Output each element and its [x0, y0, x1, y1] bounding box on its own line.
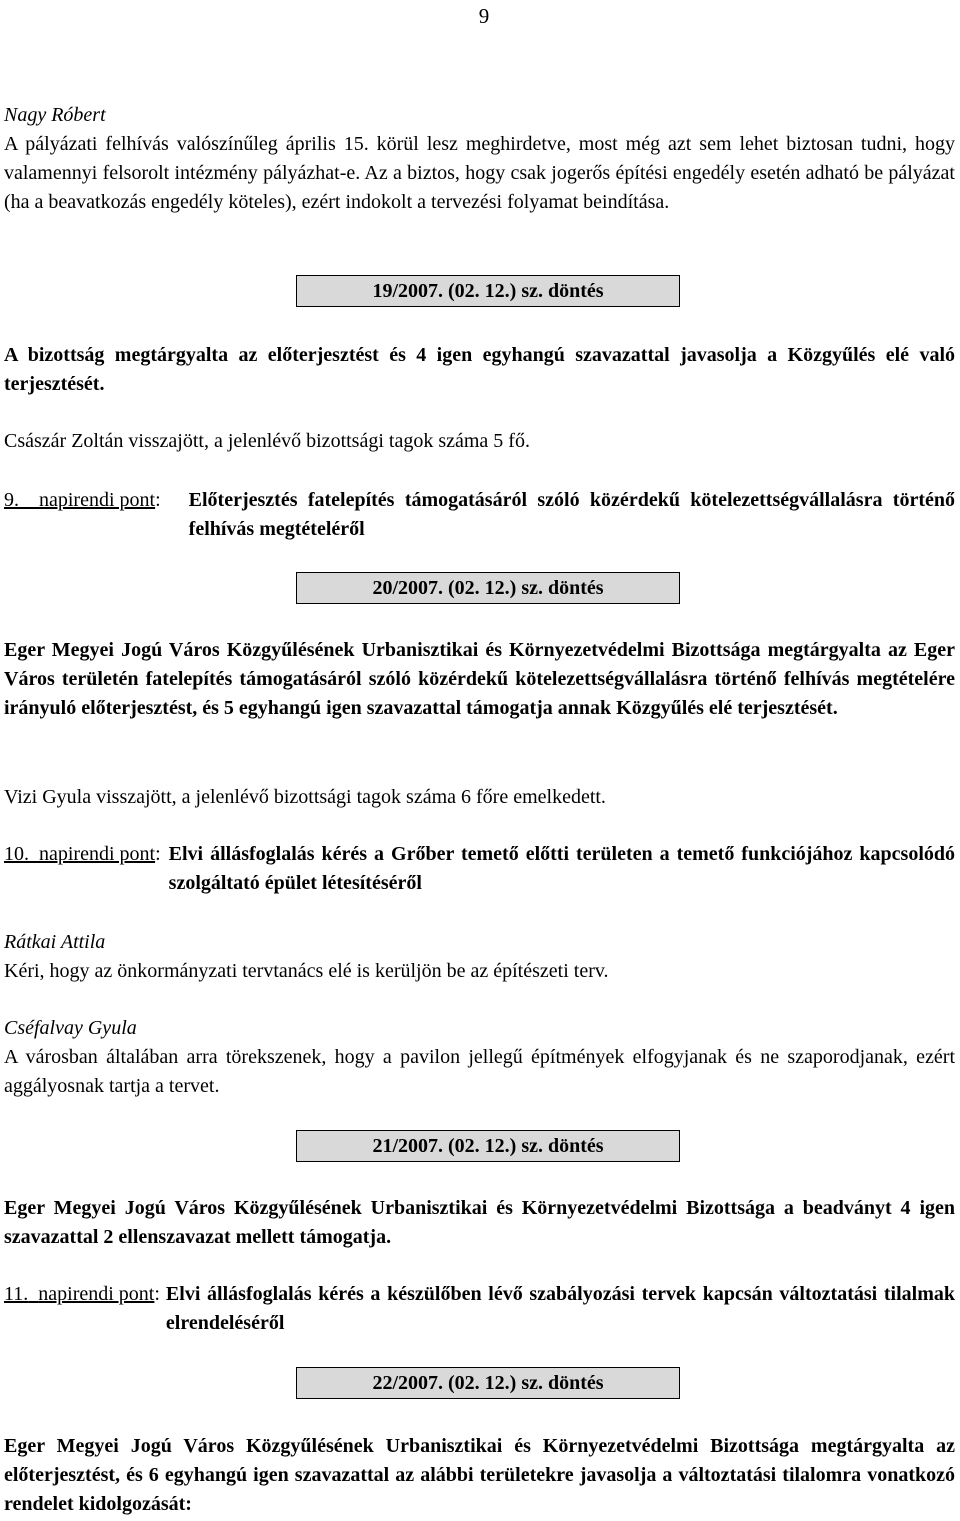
decision-text: Eger Megyei Jogú Város Közgyűlésének Urbanisztikai és Környezetvédelmi Bizottsága megtárgyalta az előterjesztést, és 6 egyhangú igen szavazattal az alábbi területekre javasolja a változtatási tilalomra vonatkozó rendelet kidolgozását: — [4, 1435, 955, 1515]
agenda-title: Előterjesztés fatelepítés támogatásáról szóló közérdekű kötelezettségvállalásra történő felhívás megtételéről — [188, 489, 955, 540]
agenda-number: 10. — [4, 843, 29, 865]
agenda-label — [4, 840, 169, 898]
attendance-note: Császár Zoltán visszajött, a jelenlévő bizottsági tagok száma 5 fő. — [4, 430, 530, 452]
agenda-word: napirendi pont — [39, 489, 156, 511]
decision-number-box: 21/2007. (02. 12.) sz. döntés — [296, 1130, 680, 1162]
agenda-number: 9. — [4, 489, 19, 511]
decision-text: Eger Megyei Jogú Város Közgyűlésének Urbanisztikai és Környezetvédelmi Bizottsága a beadványt 4 igen szavazattal 2 ellenszavazat mellett támogatja. — [4, 1197, 955, 1248]
agenda-title: Elvi állásfoglalás kérés a készülőben lévő szabályozási tervek kapcsán változtatási tilalmak elrendeléséről — [165, 1283, 955, 1334]
agenda-number: 11. — [4, 1283, 29, 1305]
decision-number-box: 20/2007. (02. 12.) sz. döntés — [296, 572, 680, 604]
agenda-colon: : — [154, 1283, 160, 1305]
agenda-label — [4, 486, 189, 544]
agenda-title: Elvi állásfoglalás kérés a Grőber temető előtti területen a temető funkciójához kapcsolódó szolgáltató épület létesítéséről — [168, 843, 955, 894]
speaker-statement: A pályázati felhívás valószínűleg április 15. körül lesz meghirdetve, most még azt sem lehet biztosan tudni, hogy valamennyi felsorolt intézmény pályázhat-e. Az a biztos, hogy csak jogerős építési engedély esetén adható be pályázat (ha a beavatkozás engedély köteles), ezért indokolt a tervezési folyamat beindítása. — [4, 133, 955, 213]
decision-number-box: 19/2007. (02. 12.) sz. döntés — [296, 275, 680, 307]
agenda-word: napirendi pont — [39, 843, 156, 865]
agenda-item-11 — [4, 1280, 955, 1338]
speaker-name: Cséfalvay Gyula — [4, 1017, 137, 1039]
decision-number-box: 22/2007. (02. 12.) sz. döntés — [296, 1367, 680, 1399]
speaker-name: Nagy Róbert — [4, 104, 106, 126]
speaker-statement: A városban általában arra törekszenek, hogy a pavilon jellegű építmények elfogyjanak és ne szaporodjanak, ezért aggályosnak tartja a tervet. — [4, 1046, 955, 1097]
decision-text: Eger Megyei Jogú Város Közgyűlésének Urbanisztikai és Környezetvédelmi Bizottsága megtárgyalta az Eger Város területén fatelepítés támogatásáról szóló közérdekű kötelezettségvállalásra történő felhívás megtételére irányuló előterjesztést, és 5 egyhangú igen szavazattal támogatja annak Közgyűlés elé terjesztését. — [4, 639, 955, 719]
decision-text: A bizottság megtárgyalta az előterjesztést és 4 igen egyhangú szavazattal javasolja a Közgyűlés elé való terjesztését. — [4, 344, 955, 395]
speaker-statement: Kéri, hogy az önkormányzati tervtanács elé is kerüljön be az építészeti terv. — [4, 960, 609, 982]
agenda-colon: : — [155, 843, 161, 865]
agenda-label — [4, 1280, 166, 1338]
attendance-note: Vizi Gyula visszajött, a jelenlévő bizottsági tagok száma 6 főre emelkedett. — [4, 786, 606, 808]
agenda-word: napirendi pont — [38, 1283, 155, 1305]
speaker-name: Rátkai Attila — [4, 931, 106, 953]
agenda-colon: : — [155, 489, 161, 511]
agenda-item-10 — [4, 840, 955, 898]
page-number: 9 — [478, 4, 490, 28]
agenda-item-9 — [4, 486, 955, 544]
